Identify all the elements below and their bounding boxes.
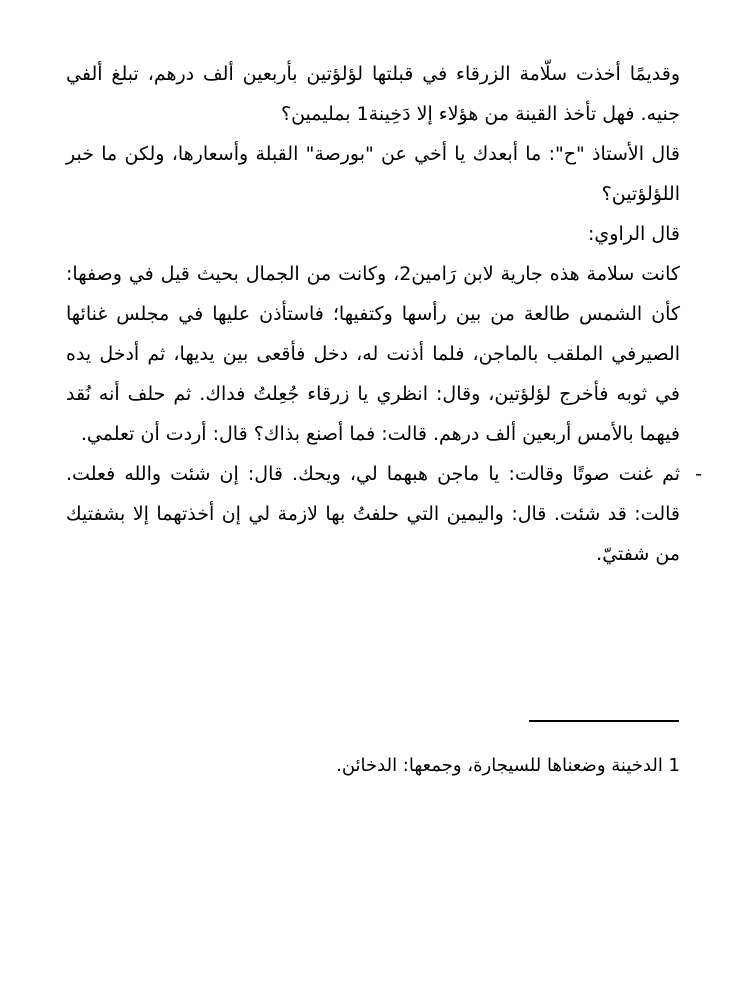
paragraph-narrator: قال الراوي: xyxy=(588,223,680,245)
paragraph-opening: وقديمًا أخذت سلّامة الزرقاء في قبلتها لؤلؤتين بأربعين ألف درهم، تبلغ ألفي جنيه. فهل تأخذ القينة من هؤلاء إلا دَخِينة1 بمليمين؟ xyxy=(66,63,680,125)
bullet-text: ثم غنت صوتًا وقالت: يا ماجن هبهما لي، ويحك. قال: إن شئت والله فعلت. قالت: قد شئت. قال: واليمين التي حلفتُ بها لازمة لي إن أخذتهما إلا بشفتيك من شفتيّ. xyxy=(66,463,680,565)
paragraph-ustaz-ha: قال الأستاذ "ح": ما أبعدك يا أخي عن "بورصة" القبلة وأسعارها، ولكن ما خبر اللؤلؤتين؟ xyxy=(66,143,680,205)
bullet-paragraph xyxy=(66,454,702,574)
main-text-block xyxy=(66,54,702,574)
footnote: 1 الدخينة وضعناها للسيجارة، وجمعها: الدخائن. xyxy=(336,755,680,776)
bullet-marker: - xyxy=(695,463,702,485)
footnote-separator xyxy=(529,720,679,722)
paragraph-salama-story: كانت سلامة هذه جارية لابن رَامين2، وكانت من الجمال بحيث قيل في وصفها: كأن الشمس طالعة من بين رأسها وكتفيها؛ فاستأذن عليها في مجلس غنائها الصيرفي الملقب بالماجن، فلما أذنت له، دخل فأقعى بين يديها، ثم أدخل يده في ثوبه فأخرج لؤلؤتين، وقال: انظري يا زرقاء جُعِلتُ فداك. ثم حلف أنه نُقد فيهما بالأمس أربعين ألف درهم. قالت: فما أصنع بذاك؟ قال: أردت أن تعلمي. xyxy=(66,263,680,445)
